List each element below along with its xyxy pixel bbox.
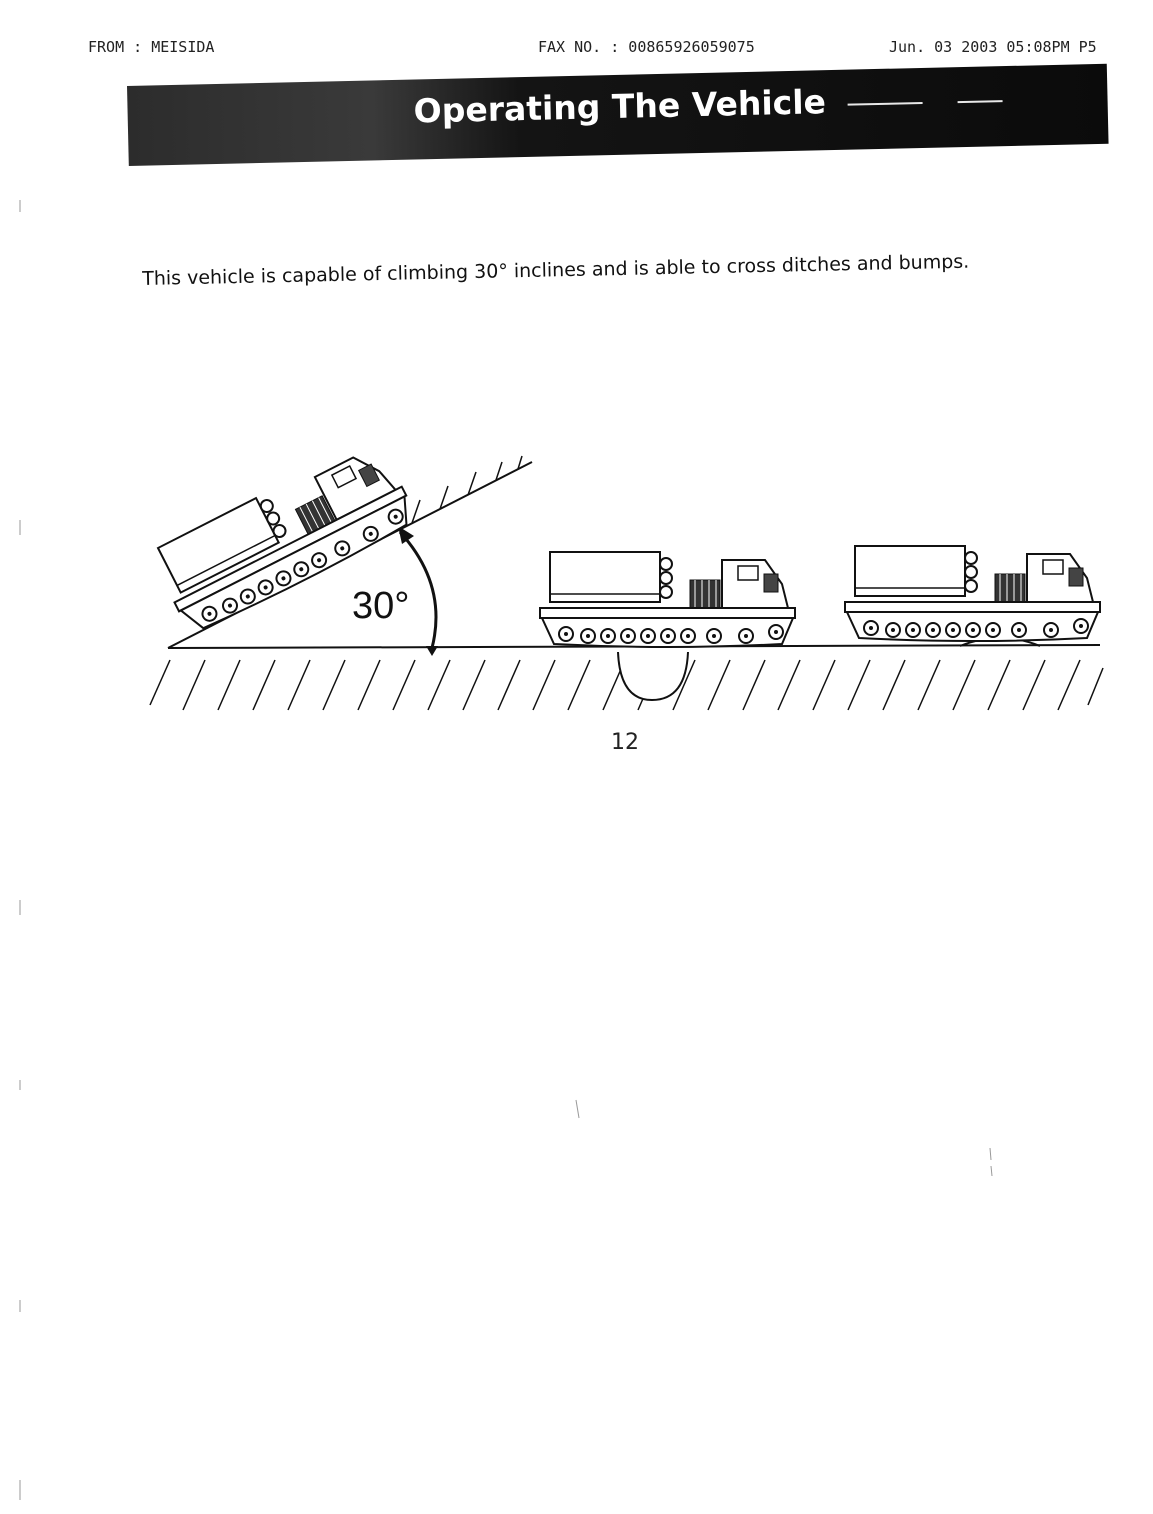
ditch bbox=[618, 652, 688, 700]
tracked-vehicle-icon bbox=[540, 552, 795, 647]
fax-timestamp: Jun. 03 2003 05:08PM P5 bbox=[889, 38, 1097, 56]
banner-dash bbox=[848, 102, 923, 106]
tracked-vehicle-icon bbox=[845, 546, 1100, 641]
angle-label: 30° bbox=[352, 585, 410, 627]
fax-number: FAX NO. : 00865926059075 bbox=[538, 38, 755, 56]
intro-paragraph: This vehicle is capable of climbing 30° inclines and is able to cross ditches and bumps. bbox=[142, 250, 970, 290]
page-title: Operating The Vehicle bbox=[413, 82, 827, 131]
fax-header bbox=[0, 38, 1153, 60]
fax-sender: FROM : MEISIDA bbox=[88, 38, 215, 56]
vehicle-capability-illustration bbox=[0, 440, 1153, 740]
arrow-head-bottom bbox=[426, 646, 438, 656]
page-number: 12 bbox=[611, 730, 639, 755]
banner-dash bbox=[958, 100, 1003, 103]
